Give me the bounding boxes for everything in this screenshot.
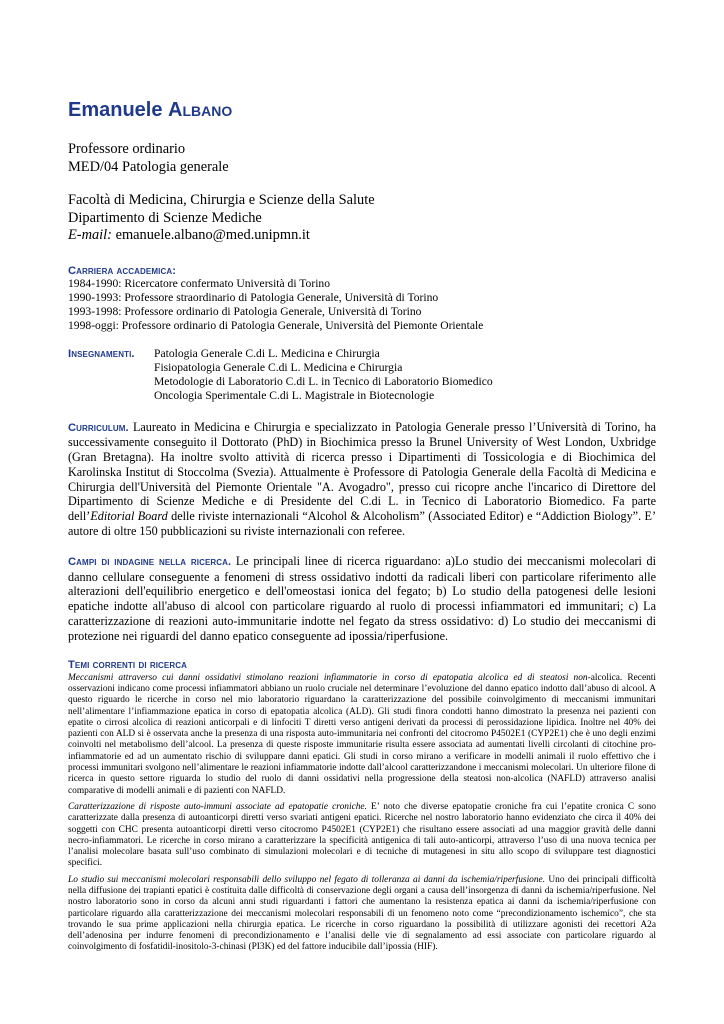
role-block	[68, 141, 656, 176]
career-section	[68, 265, 656, 333]
curriculum-italic: Editorial Board	[90, 509, 168, 524]
current-paragraph-1	[68, 673, 656, 797]
fields-title: Campi di indagine nella ricerca.	[68, 555, 232, 568]
current-p3-text: Uno dei principali difficoltà nella diffusione dei trapianti epatici è costituita dalle difficoltà di conservazione degli organi a causa dell’insorgenza di danni da ischemia/riperfusione. Nel nostro laboratorio sono in corso da alcuni anni studi riguardanti i fattori che aumentano la resistenza epatica ai danni da ischemia/riperfusione con particolare riguardo alla caratterizzazione dei meccanismi molecolari responsabili di un fenomeno noto come “precondizionamento ischemico”, che sta trovando le sua prime applicazioni nella chirurgia epatica. Le ricerche in corso riguardano la possibilità di utilizzare agonisti dei recettori A2a dell’adenosina per indurre fenomeni di precondizionamento e l’analisi delle vie di segnalamento ad essi associate con particolare riguardo al coinvolgimento di fosfatidil-inositolo-3-chinasi (PI3K) ed del fattore inducibile dall’ipossia (HIF).	[68, 874, 656, 953]
current-paragraph-2	[68, 802, 656, 870]
teaching-item: Fisiopatologia Generale C.di L. Medicina e Chirurgia	[154, 360, 403, 374]
curriculum-paragraph	[68, 420, 656, 539]
teaching-item: Patologia Generale C.di L. Medicina e Chirurgia	[154, 346, 380, 360]
teaching-list	[154, 347, 493, 403]
current-section	[68, 659, 656, 954]
career-item: 1993-1998: Professore ordinario di Patologia Generale, Università di Torino	[68, 304, 422, 318]
faculty: Facoltà di Medicina, Chirurgia e Scienze della Salute	[68, 192, 375, 208]
teaching-item: Metodologie di Laboratorio C.di L. in Tecnico di Laboratorio Biomedico	[154, 374, 493, 388]
email-line	[68, 227, 656, 245]
career-title: Carriera accademica:	[68, 264, 177, 277]
teaching-section	[68, 347, 656, 403]
fields-paragraph	[68, 554, 656, 644]
fields-text: Le principali linee di ricerca riguardano: a)Lo studio dei meccanismi molecolari di danno cellulare conseguente a fenomeni di stress ossidativo indotti da radicali liberi con particolare riferimento alle alterazioni dell'equilibrio energetico e dell'omeostasi ionica del fegato; b) Lo studio della patogenesi delle lesioni epatiche indotte all'abuso di alcool con particolare riguardo al ruolo di processi infiammatori ed immunitari; c) La caratterizzazione di reazioni auto-immunitarie indotte nel fegato da stress ossidativo: d) Lo studio dei meccanismi di protezione nei riguardi del danno epatico conseguente ad ipossia/riperfusione.	[68, 553, 657, 643]
department: Dipartimento di Scienze Mediche	[68, 209, 262, 226]
affiliation-block	[68, 192, 656, 245]
current-title: Temi correnti di ricerca	[68, 658, 188, 671]
current-p1-italic: Meccanismi attraverso cui danni ossidativi stimolano reazioni infiammatorie in corso di epatopatia alcolica ed di steatosi non-	[68, 672, 591, 683]
curriculum-text-2: delle riviste internazionali “Alcohol & Alcoholism” (Associated Editor) e “Addiction Biology”. E’ autore di oltre 150 pubblicazioni su riviste internazionali con referee.	[68, 509, 657, 539]
cv-page	[68, 98, 656, 954]
email-link[interactable]: emanuele.albano@med.unipmn.it	[115, 227, 310, 243]
career-list	[68, 277, 656, 333]
career-item: 1990-1993: Professore straordinario di Patologia Generale, Università di Torino	[68, 290, 439, 304]
current-p3-italic: Lo studio sui meccanismi molecolari responsabili dello sviluppo nel fegato di tolleranza ai danni da ischemia/riperfusione.	[68, 874, 546, 885]
current-p2-text: E’ noto che diverse epatopatie croniche fra cui l’epatite cronica C sono caratterizzate dalla presenza di autoanticorpi diretti verso svariati antigeni epatici. Ricerche nel nostro laboratorio hanno evidenziato che circa il 40% dei soggetti con CHC presenta autoanticorpi diretti verso citocromo P4502E1 (CYP2E1) che risultano essere associati ad una maggior gravità delle danni necro-infiammatori. Le ricerche in corso mirano a caratterizzare la specificità antigenica di tali auto-anticorpi, attraverso l’uso di una nuova tecnica per l’analisi molecolare basata sull’uso combinato di simulazioni molecolari e di tecniche di mutagenesi in situ allo scopo di sviluppare test diagnostici specifici.	[68, 801, 656, 869]
page-title	[68, 98, 656, 122]
current-p1-text: alcolica. Recenti osservazioni indicano come processi infiammatori abbiano un ruolo cruciale nel determinare l’evoluzione del danno epatico indotto dall’abuso di alcool. A questo riguardo le ricerche in corso nel mio laboratorio riguardano la caratterizzazione del possibile coinvolgimento di meccanismi immunitari nell’alimentare l’infiammazione epatica in corso di epatopatia alcolica (ALD). Gli studi finora condotti hanno dimostrato la presenza nei pazienti con epatite o cirrosi alcolica di reazioni anticorpali e di linfociti T diretti verso antigeni derivati da processi di perossidazione lipidica. Inoltre nel 40% dei pazienti con ALD si è osservata anche la presenza di una risposta auto-immunitaria nei confronti del citocromo P4502E1 (CYP2E1) che è uno degli enzimi coinvolti nel metabolismo dell’alcool. La presenza di queste risposte immunitarie risulta essere associata ad aumentati livelli circolanti di citochine pro-infiammatorie ed ad un aumentato rischio di sviluppare danni epatici. Gli studi in corso mirano a verificare in modelli animali il ruolo effettivo che i processi immunitari svolgono nell’alimentare le reazioni infiammatorie indotte dall’alcool caratterizzandone i meccanismi molecolari. Un ulteriore filone di ricerca in questo settore riguarda lo studio del ruolo di danni ossidativi nella progressione della steatosi non-alcolica (NAFLD) attraverso analisi comparative di modelli animali e di pazienti con NAFLD.	[68, 672, 656, 796]
role: Professore ordinario	[68, 141, 186, 157]
curriculum-text-1: Laureato in Medicina e Chirurgia e specializzato in Patologia Generale presso l’Università di Torino, ha successivamente conseguito il Dottorato (PhD) in Biochimica presso la Brunel University of West London, Uxbridge (Gran Bretagna). Ha inoltre svolto attività di ricerca presso i Dipartimenti di Tossicologia e di Biochimica del Karolinska Institut di Stoccolma (Svezia). Attualmente è Professore di Patologia Generale della Facoltà di Medicina e Chirurgia dell'Università del Piemonte Orientale "A. Avogadro", presso cui ricopre anche l'incarico di Direttore del Dipartimento di Scienze Mediche e di Presidente del C.di L. in Tecnico di Laboratorio Biomedico. Fa parte dell’	[68, 419, 656, 524]
current-p2-italic: Caratterizzazione di risposte auto-immuni associate ad epatopatie croniche.	[68, 801, 367, 812]
sector: MED/04 Patologia generale	[68, 158, 229, 175]
email-label: E-mail:	[68, 227, 112, 243]
teaching-title: Insegnamenti.	[68, 347, 135, 360]
curriculum-title: Curriculum.	[68, 421, 129, 434]
first-name: Emanuele	[68, 99, 163, 121]
teaching-item: Oncologia Sperimentale C.di L. Magistrale in Biotecnologie	[154, 388, 435, 402]
career-item: 1984-1990: Ricercatore confermato Università di Torino	[68, 276, 331, 290]
current-paragraph-3	[68, 875, 656, 954]
career-item: 1998-oggi: Professore ordinario di Patologia Generale, Università del Piemonte Orientale	[68, 318, 484, 332]
last-name: Albano	[168, 99, 233, 121]
